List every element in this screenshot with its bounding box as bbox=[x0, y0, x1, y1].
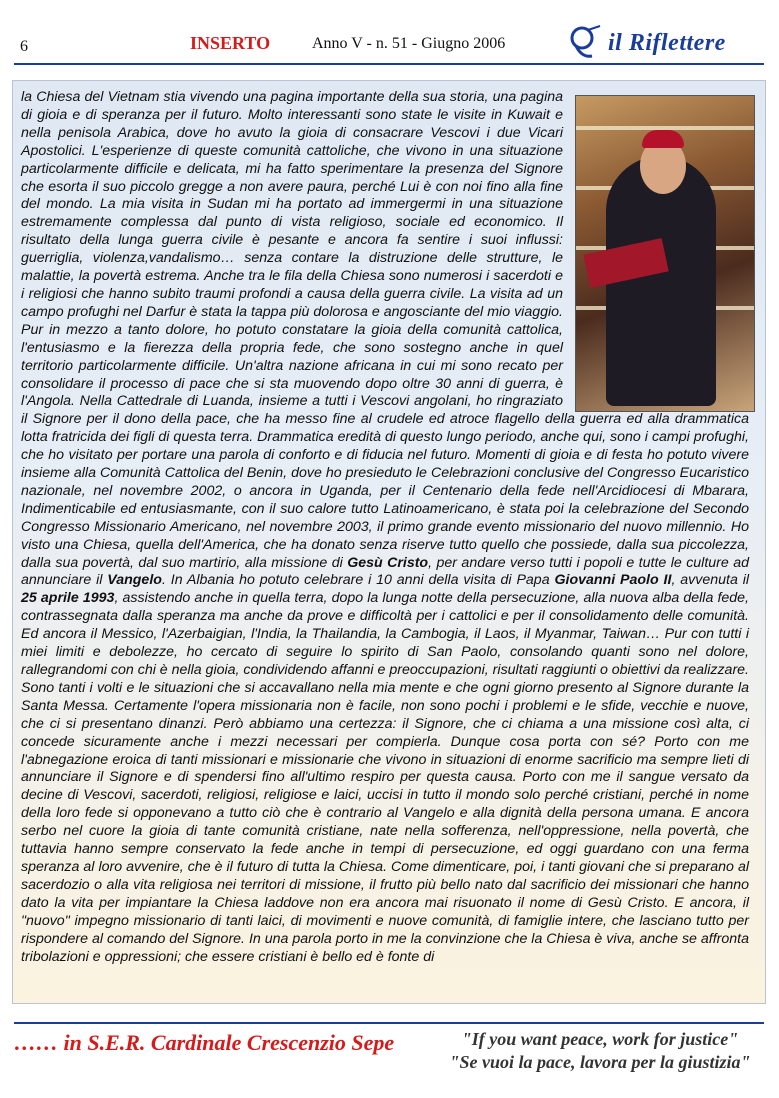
footer-quotes bbox=[440, 1028, 760, 1074]
bold-gesu-cristo: Gesù Cristo bbox=[347, 554, 429, 571]
article-paragraph-2: , per andare verso tutti i popoli e tutte le culture ad annunciare il bbox=[21, 554, 749, 589]
section-label: INSERTO bbox=[190, 33, 271, 53]
article-paragraph-3: . In Albania ho potuto celebrare i 10 anni della visita di Papa bbox=[161, 572, 550, 589]
footer-author: …… in S.E.R. Cardinale Crescenzio Sepe bbox=[14, 1030, 395, 1055]
article-paragraph-4: , avvenuta il bbox=[671, 572, 750, 589]
page-header bbox=[0, 0, 779, 70]
issue-info: Anno V - n. 51 - Giugno 2006 bbox=[312, 35, 506, 52]
footer-divider bbox=[14, 1022, 764, 1024]
header-divider bbox=[14, 63, 764, 65]
page-number: 6 bbox=[20, 38, 28, 55]
bold-vangelo: Vangelo bbox=[107, 572, 162, 589]
lamp-icon bbox=[566, 24, 606, 60]
quote-italian: "Se vuoi la pace, lavora per la giustizia" bbox=[449, 1052, 751, 1072]
magazine-logo bbox=[566, 24, 766, 60]
article-paragraph-1: la Chiesa del Vietnam stia vivendo una pagina importante della sua storia, una pagina di gioia e di speranza per il futuro. Molto interessanti sono state le visite in Kuwait e nella penisola Arabica, dove ho avuto la gioia di consacrare Vescovi i due Vicari Apostolici. L'esperienze di queste comunità cattoliche, che vivono in una situazione particolarmente difficile e delicata, mi ha fatto sperimentare la presenza del Signore che esorta il suo piccolo gregge a non avere paura, perché Lui è con noi fino alla fine del mondo. La mia visita in Sudan mi ha portato ad immergermi in una situazione estremamente complessa dal punto di vista religioso, sociale ed economico. Il risultato della lunga guerra civile è pesante e ancora fa sentire i suoi influssi: guerriglia, violenza,vandalismo… senza contare la distruzione delle strutture, le malattie, la povertà estrema. Anche tra le fila della Chiesa sono numerosi i sacerdoti e i religiosi che hanno subito traumi profondi a causa della guerra civile. La visita ad un campo profughi nel Darfur è stata la tappa più dolorosa e angosciante del mio viaggio. Pur in mezzo a tanto dolore, ho potuto constatare la gioia della comunità cattolica, l'entusiasmo e la fierezza della propria fede, che sono sostegno anche in quel territorio particolarmente difficile. Un'altra nazione africana in cui mi sono recato per consolidare il processo di pace che si sta muovendo dopo oltre 30 anni di guerra, è l'Angola. Nella Cattedrale di Luanda, insieme a tutti i Vescovi angolani, ho ringraziato il Signore per il dono della pace, che ha messo fine al crudele ed atroce flagello della guerra ed alla drammatica lotta fratricida dei figli di questa terra. Drammatica eredità di questo lungo periodo, anche qui, sono i campi profughi, che ho visitato per portare una parola di conforto e di fiducia nel futuro. Momenti di gioia e di festa ho potuto vivere insieme alla Comunità Cattolica del Benin, dove ho presieduto le Celebrazioni conclusive del Congresso Eucaristico nazionale, nel novembre 2002, o ancora in Uganda, per il Centenario della fede nell'Arcidiocesi di Mbarara, Indimenticabile ed entusiasmante, con il suo calore tutto Latinoamericano, è stata poi la celebrazione del Secondo Congresso Missionario Americano, nel novembre 2003, il primo grande evento missionario del nuovo millennio. Ho visto una Chiesa, quella dell'America, che ha donato senza riserve tutto quello che possiede, dalla sua piccolezza, dalla sua povertà, dal suo martirio, alla missione di bbox=[21, 89, 749, 571]
bold-date: 25 aprile 1993 bbox=[21, 590, 115, 607]
quote-english: "If you want peace, work for justice" bbox=[461, 1029, 739, 1049]
logo-text: il Riflettere bbox=[608, 30, 726, 56]
bold-giovanni-paolo: Giovanni Paolo II bbox=[554, 572, 672, 589]
article-box bbox=[12, 80, 766, 1004]
article-text bbox=[21, 89, 749, 966]
article-paragraph-5: , assistendo anche in quella terra, dopo la lunga notte della persecuzione, alla nuova alba della fede, contrassegnata dalla speranza ma anche da prove e difficoltà per i cattolici e per il consolidamento delle comunità. Ed ancora il Messico, l'Azerbaigian, l'India, la Thailandia, la Cambogia, il Laos, il Myanmar, Taiwan… Pur con tutti i miei limiti e debolezze, ho cercato di seguire lo spirito di San Paolo, consolando quanti sono nel dolore, rallegrandomi con chi è nella gioia, condividendo affanni e preoccupazioni, risultati raggiunti o obiettivi da realizzare. Sono tanti i volti e le situazioni che si accavallano nella mia mente e che ogni giorno presento al Signore durante la Santa Messa. Certamente l'opera missionaria non è facile, non sono pochi i problemi e le sfide, vecchie e nuove, che ci si presentano dinanzi. Però abbiamo una certezza: il Signore, che ci chiama a una missione così alta, ci concede sicuramente anche i mezzi necessari per compierla. Dunque cosa porta con sé? Porto con me l'abnegazione eroica di tanti missionari e missionarie che vivono in situazioni di enorme sacrificio ma sempre lieti di annunciare il Signore e di spendersi fino all'ultimo respiro per questa causa. Porto con me il sangue versato da decine di Vescovi, sacerdoti, religiosi, religiose e laici, uccisi in tutto il mondo solo perché cristiani, perché in nome della loro fede si opponevano a tutto ciò che è contrario al Vangelo e alla dignità della persona umana. E ancora serbo nel cuore la gioia di tante comunità cristiane, nate nella sofferenza, nell'oppressione, nella povertà, che tuttavia hanno sempre conservato la fede anche in tempi di persecuzione, ed oggi guardano con una ferma speranza al loro avvenire, che è il futuro di tutta la Chiesa. Come dimenticare, poi, i tanti giovani che si preparano al sacerdozio o alla vita religiosa nei territori di missione, il frutto più bello nato dal sacrificio dei missionari che hanno dato la vita per impiantare la Chiesa laddove non era ancora mai risuonato il nome di Gesù Cristo. E ancora, il "nuovo" impegno missionario di tanti laici, di movimenti e nuove comunità, di famiglie intere, che lasciano tutto per rispondere al comando del Signore. In una parola porto in me la convinzione che la Chiesa è viva, anche se affronta tribolazioni e oppressioni; che essere cristiani è bello ed è fonte di bbox=[21, 590, 750, 965]
